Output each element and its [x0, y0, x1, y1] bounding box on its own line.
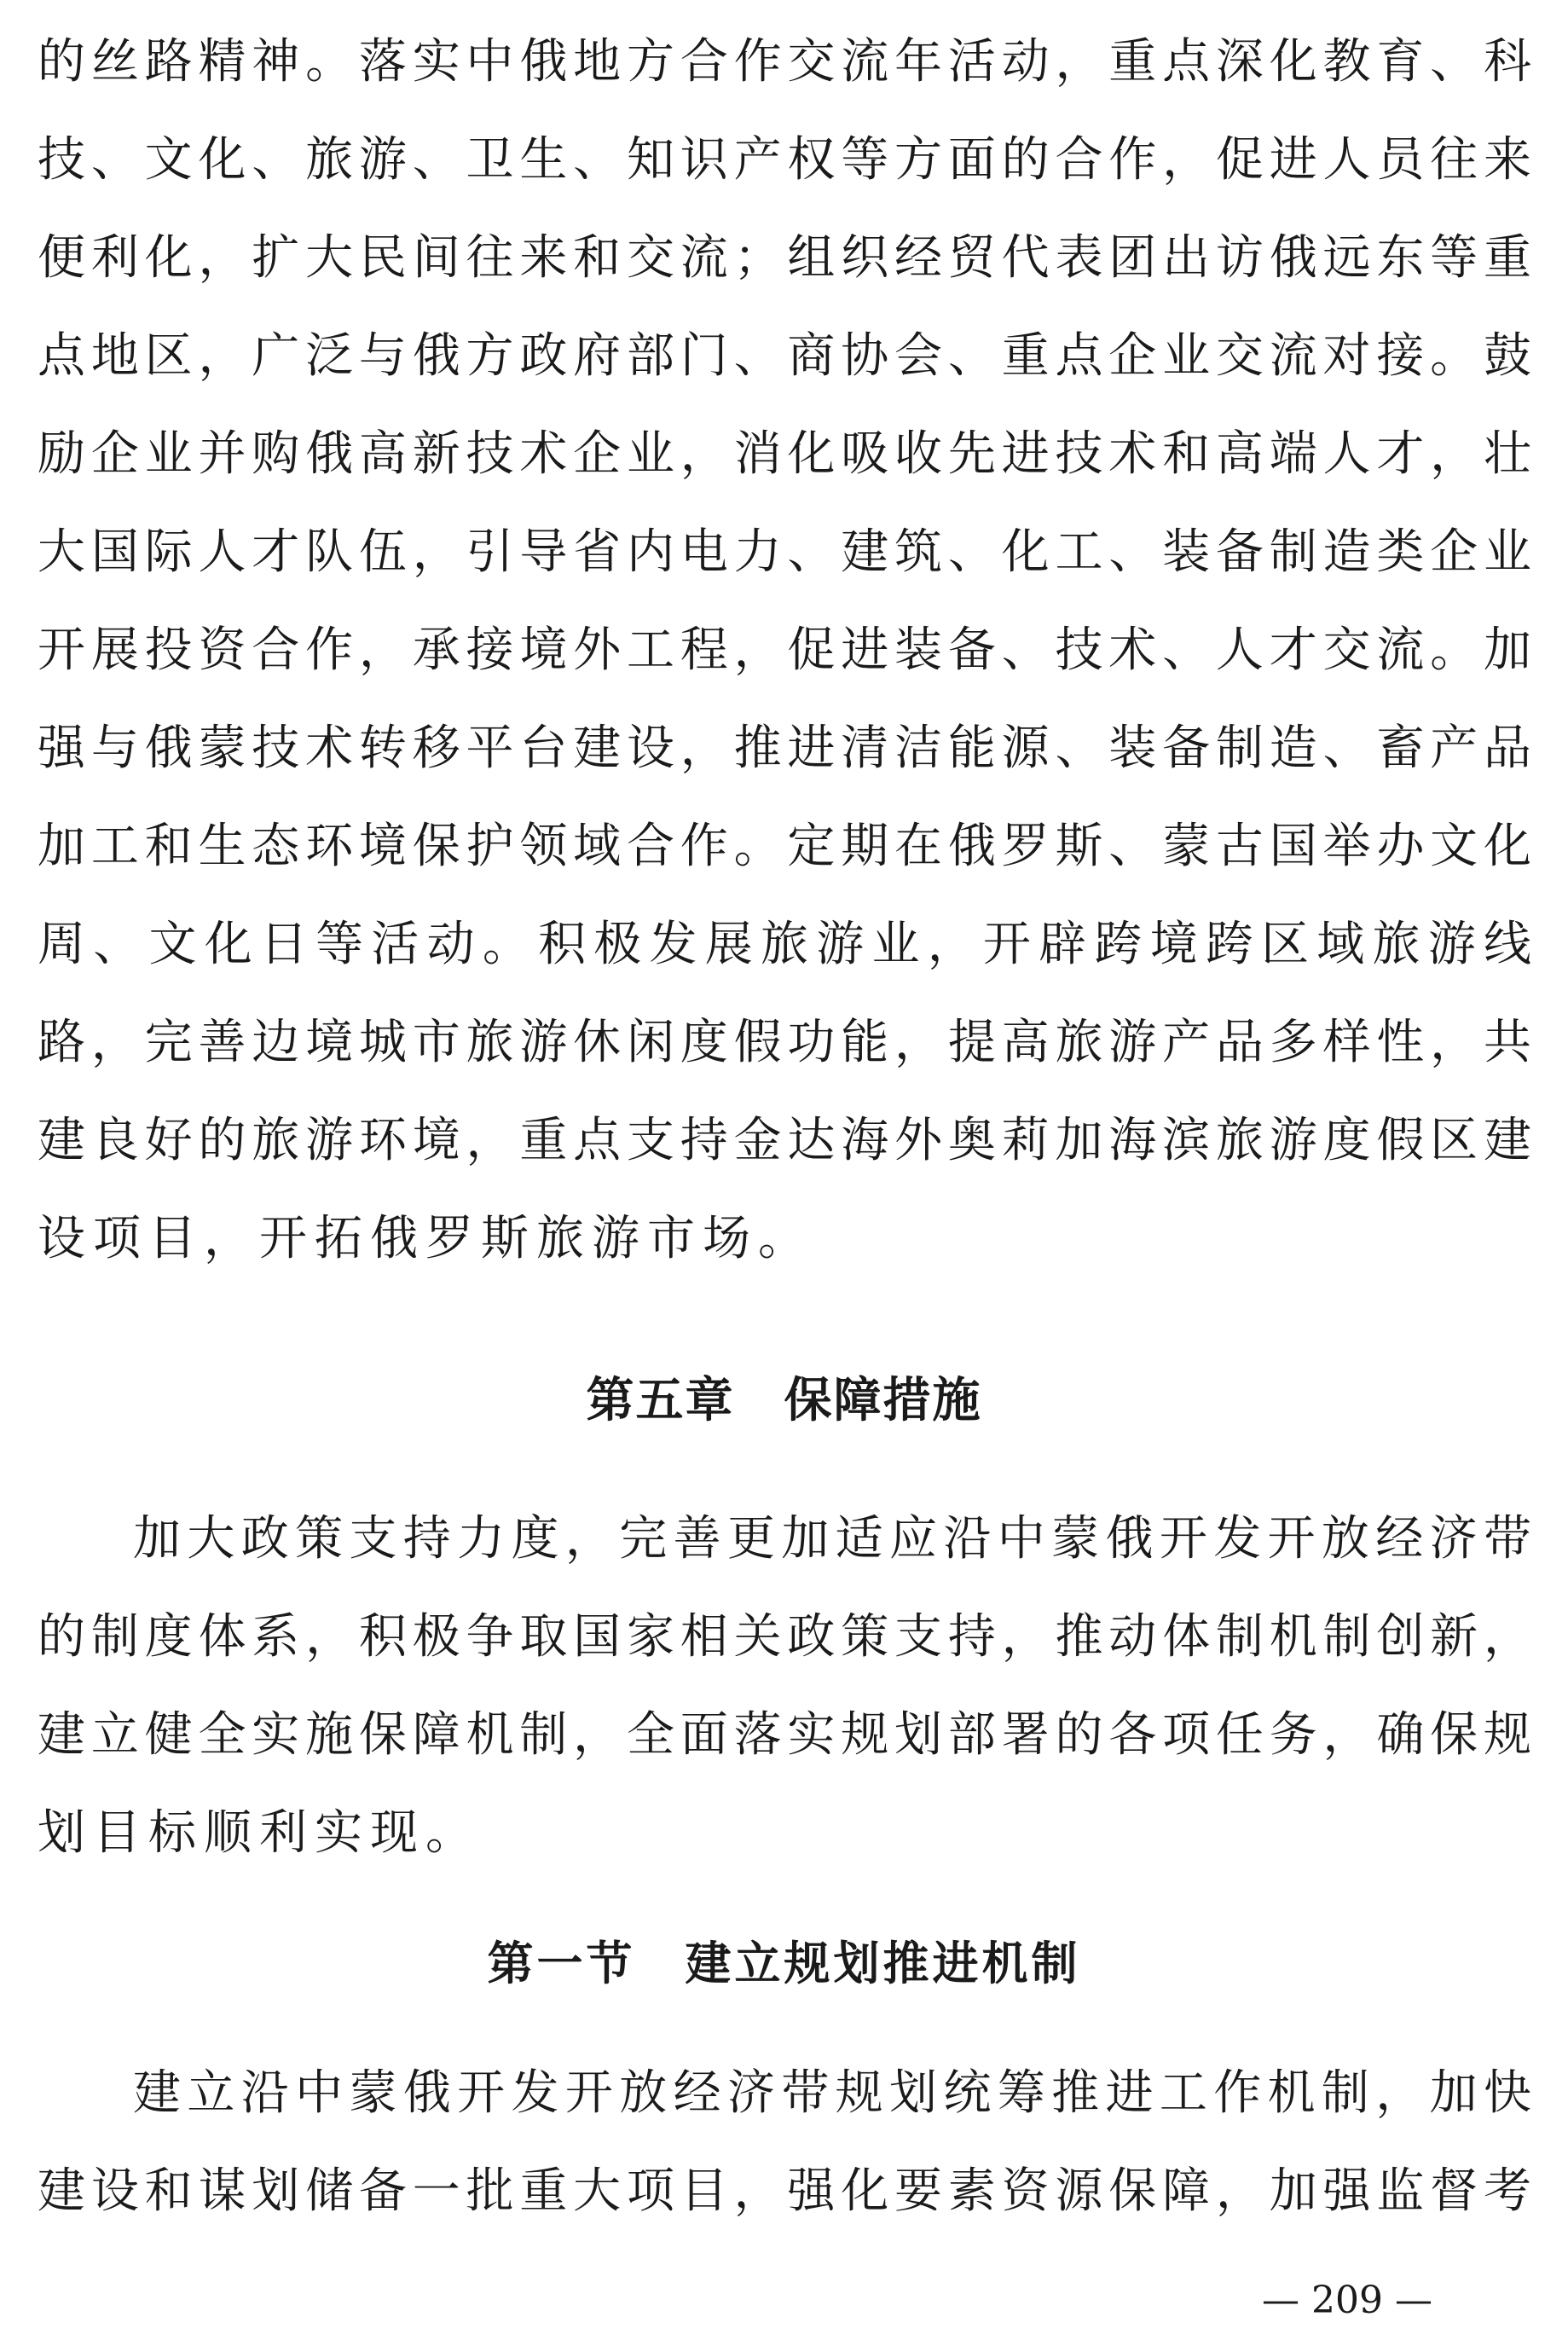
text-line: 的丝路精神。落实中俄地方合作交流年活动，重点深化教育、科 — [38, 34, 1531, 90]
text-line: 周、文化日等活动。积极发展旅游业，开辟跨境跨区域旅游线 — [38, 917, 1531, 972]
text-line: 路，完善边境城市旅游休闲度假功能，提高旅游产品多样性，共 — [38, 1015, 1531, 1070]
text-line: 划目标顺利实现。 — [38, 1805, 481, 1861]
text-line: 便利化，扩大民间往来和交流；组织经贸代表团出访俄远东等重 — [38, 230, 1531, 286]
text-line: 加工和生态环境保护领域合作。定期在俄罗斯、蒙古国举办文化 — [38, 819, 1531, 874]
text-line: 建设和谋划储备一批重大项目，强化要素资源保障，加强监督考 — [38, 2163, 1531, 2219]
section-heading: 第一节 建立规划推进机制 — [487, 1936, 1081, 1990]
text-line: 开展投资合作，承接境外工程，促进装备、技术、人才交流。加 — [38, 623, 1531, 678]
text-line: 设项目，开拓俄罗斯旅游市场。 — [38, 1211, 813, 1266]
text-line: 建立健全实施保障机制，全面落实规划部署的各项任务，确保规 — [38, 1707, 1531, 1763]
text-line: 的制度体系，积极争取国家相关政策支持，推动体制机制创新， — [38, 1609, 1531, 1665]
text-line: 点地区，广泛与俄方政府部门、商协会、重点企业交流对接。鼓 — [38, 328, 1531, 384]
text-line: 加大政策支持力度，完善更加适应沿中蒙俄开发开放经济带 — [133, 1511, 1531, 1567]
text-line: 励企业并购俄高新技术企业，消化吸收先进技术和高端人才，壮 — [38, 426, 1531, 482]
chapter-heading: 第五章 保障措施 — [586, 1373, 982, 1428]
text-line: 大国际人才队伍，引导省内电力、建筑、化工、装备制造类企业 — [38, 524, 1531, 580]
text-line: 强与俄蒙技术转移平台建设，推进清洁能源、装备制造、畜产品 — [38, 721, 1531, 776]
text-line: 技、文化、旅游、卫生、知识产权等方面的合作，促进人员往来 — [38, 132, 1531, 188]
text-line: 建良好的旅游环境，重点支持金达海外奥莉加海滨旅游度假区建 — [38, 1113, 1531, 1168]
page-number: — 209 — — [1262, 2279, 1432, 2322]
text-line: 建立沿中蒙俄开发开放经济带规划统筹推进工作机制，加快 — [133, 2065, 1531, 2121]
